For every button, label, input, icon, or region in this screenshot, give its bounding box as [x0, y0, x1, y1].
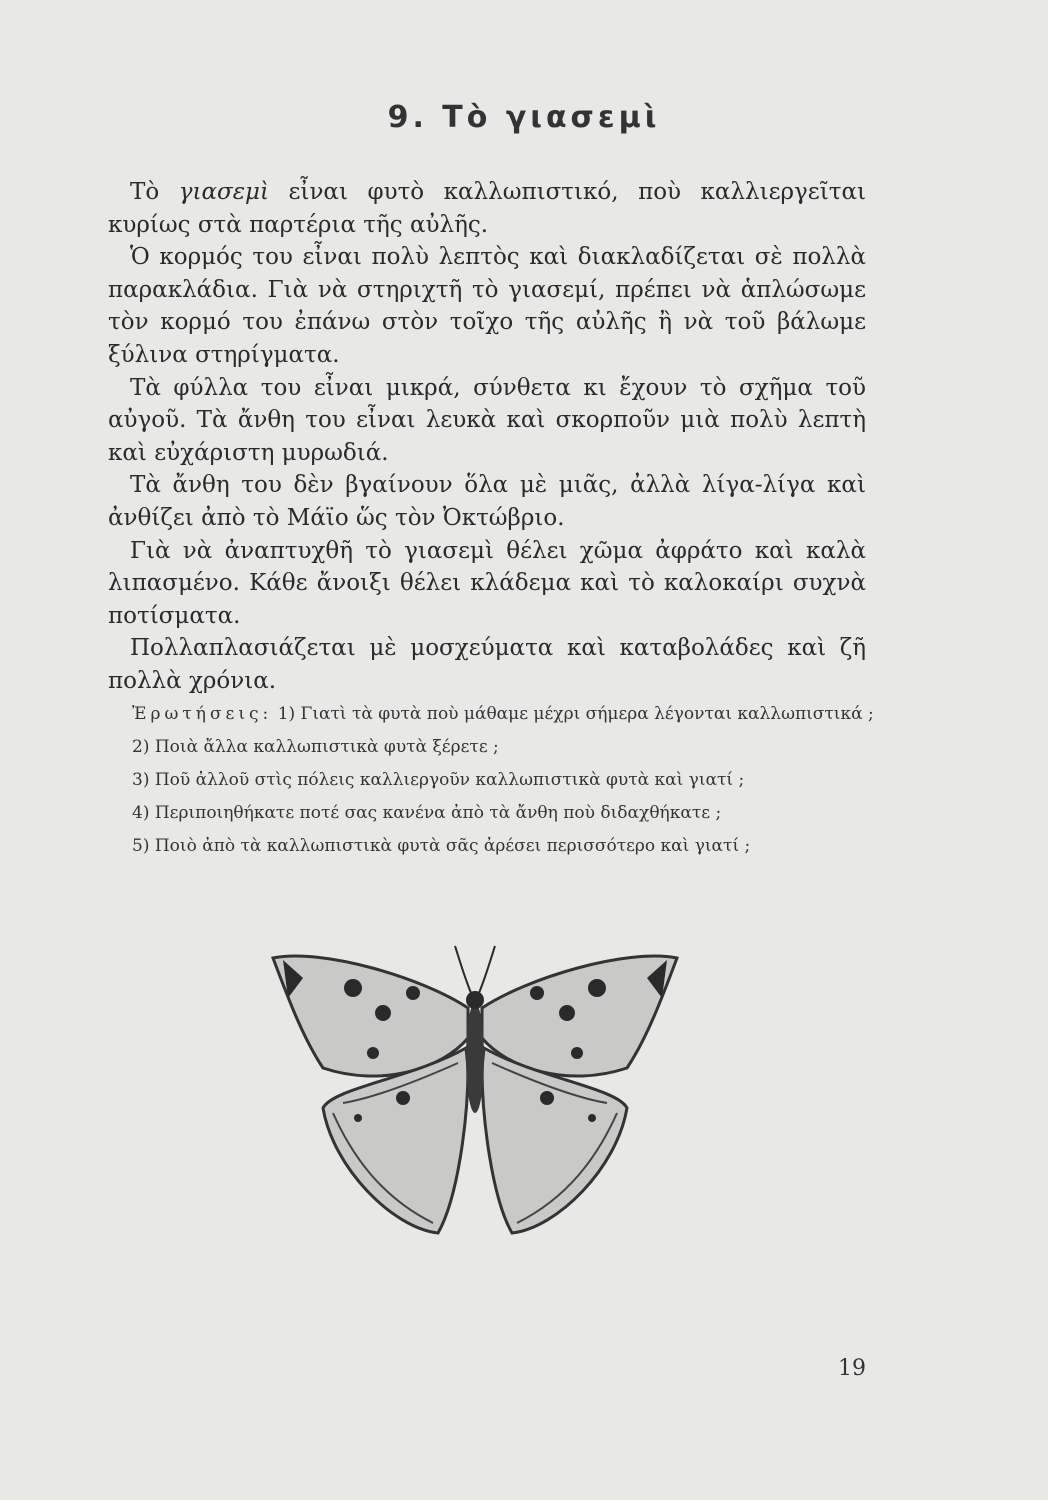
- page-number: 19: [838, 1356, 866, 1381]
- paragraph-2: Ὁ κορμός του εἶναι πολὺ λεπτὸς καὶ διακλαδίζεται σὲ πολλὰ παρακλάδια. Γιὰ νὰ στηριχτῆ τὸ γιασεμί, πρέπει νὰ ἁπλώσωμε τὸν κορμό του ἐπάνω στὸν τοῖχο τῆς αὐλῆς ἢ νὰ τοῦ βάλωμε ξύλινα στηρίγματα.: [108, 244, 866, 368]
- paragraph-1-rest: εἶναι φυτὸ καλλωπιστικό, ποὺ καλλιεργεῖται κυρίως στὰ παρτέρια τῆς αὐλῆς.: [108, 179, 866, 238]
- paragraph-1-italic: γιασεμὶ: [178, 179, 270, 205]
- question-1-text: 1) Γιατὶ τὰ φυτὰ ποὺ μάθαμε μέχρι σήμερα λέγονται καλλωπιστικά ;: [277, 704, 874, 724]
- question-5: 5) Ποιὸ ἀπὸ τὰ καλλωπιστικὰ φυτὰ σᾶς ἀρέσει περισσότερο καὶ γιατί ;: [132, 836, 751, 856]
- lesson-body: [108, 176, 866, 698]
- question-4: 4) Περιποιηθήκατε ποτέ σας κανένα ἀπὸ τὰ ἄνθη ποὺ διδαχθήκατε ;: [132, 803, 722, 823]
- lesson-title: 9. Τὸ γιασεμὶ: [387, 100, 661, 135]
- butterfly-illustration: [263, 938, 687, 1238]
- paragraph-1-lead: Τὸ: [130, 179, 179, 205]
- paragraph-1: [108, 176, 866, 241]
- paragraph-5: Γιὰ νὰ ἀναπτυχθῆ τὸ γιασεμὶ θέλει χῶμα ἀφράτο καὶ καλὰ λιπασμένο. Κάθε ἄνοιξι θέλει κλάδεμα καὶ τὸ καλοκαίρι συχνὰ ποτίσματα.: [108, 537, 866, 629]
- paragraph-4: Τὰ ἄνθη του δὲν βγαίνουν ὅλα μὲ μιᾶς, ἀλλὰ λίγα-λίγα καὶ ἀνθίζει ἀπὸ τὸ Μάϊο ὥς τὸν Ὀκτώβριο.: [108, 472, 866, 531]
- questions-section: [108, 698, 876, 863]
- question-3: 3) Ποῦ ἀλλοῦ στὶς πόλεις καλλιεργοῦν καλλωπιστικὰ φυτὰ καὶ γιατί ;: [132, 770, 745, 790]
- question-2: 2) Ποιὰ ἄλλα καλλωπιστικὰ φυτὰ ξέρετε ;: [132, 737, 499, 757]
- paragraph-6: Πολλαπλασιάζεται μὲ μοσχεύματα καὶ καταβολάδες καὶ ζῆ πολλὰ χρόνια.: [108, 635, 866, 694]
- questions-label: Ἐρωτήσεις:: [132, 704, 273, 724]
- paragraph-3: Τὰ φύλλα του εἶναι μικρά, σύνθετα κι ἔχουν τὸ σχῆμα τοῦ αὐγοῦ. Τὰ ἄνθη του εἶναι λευκὰ καὶ σκορποῦν μιὰ πολὺ λεπτὴ καὶ εὐχάριστη μυρωδιά.: [108, 374, 866, 466]
- question-1: [108, 698, 876, 731]
